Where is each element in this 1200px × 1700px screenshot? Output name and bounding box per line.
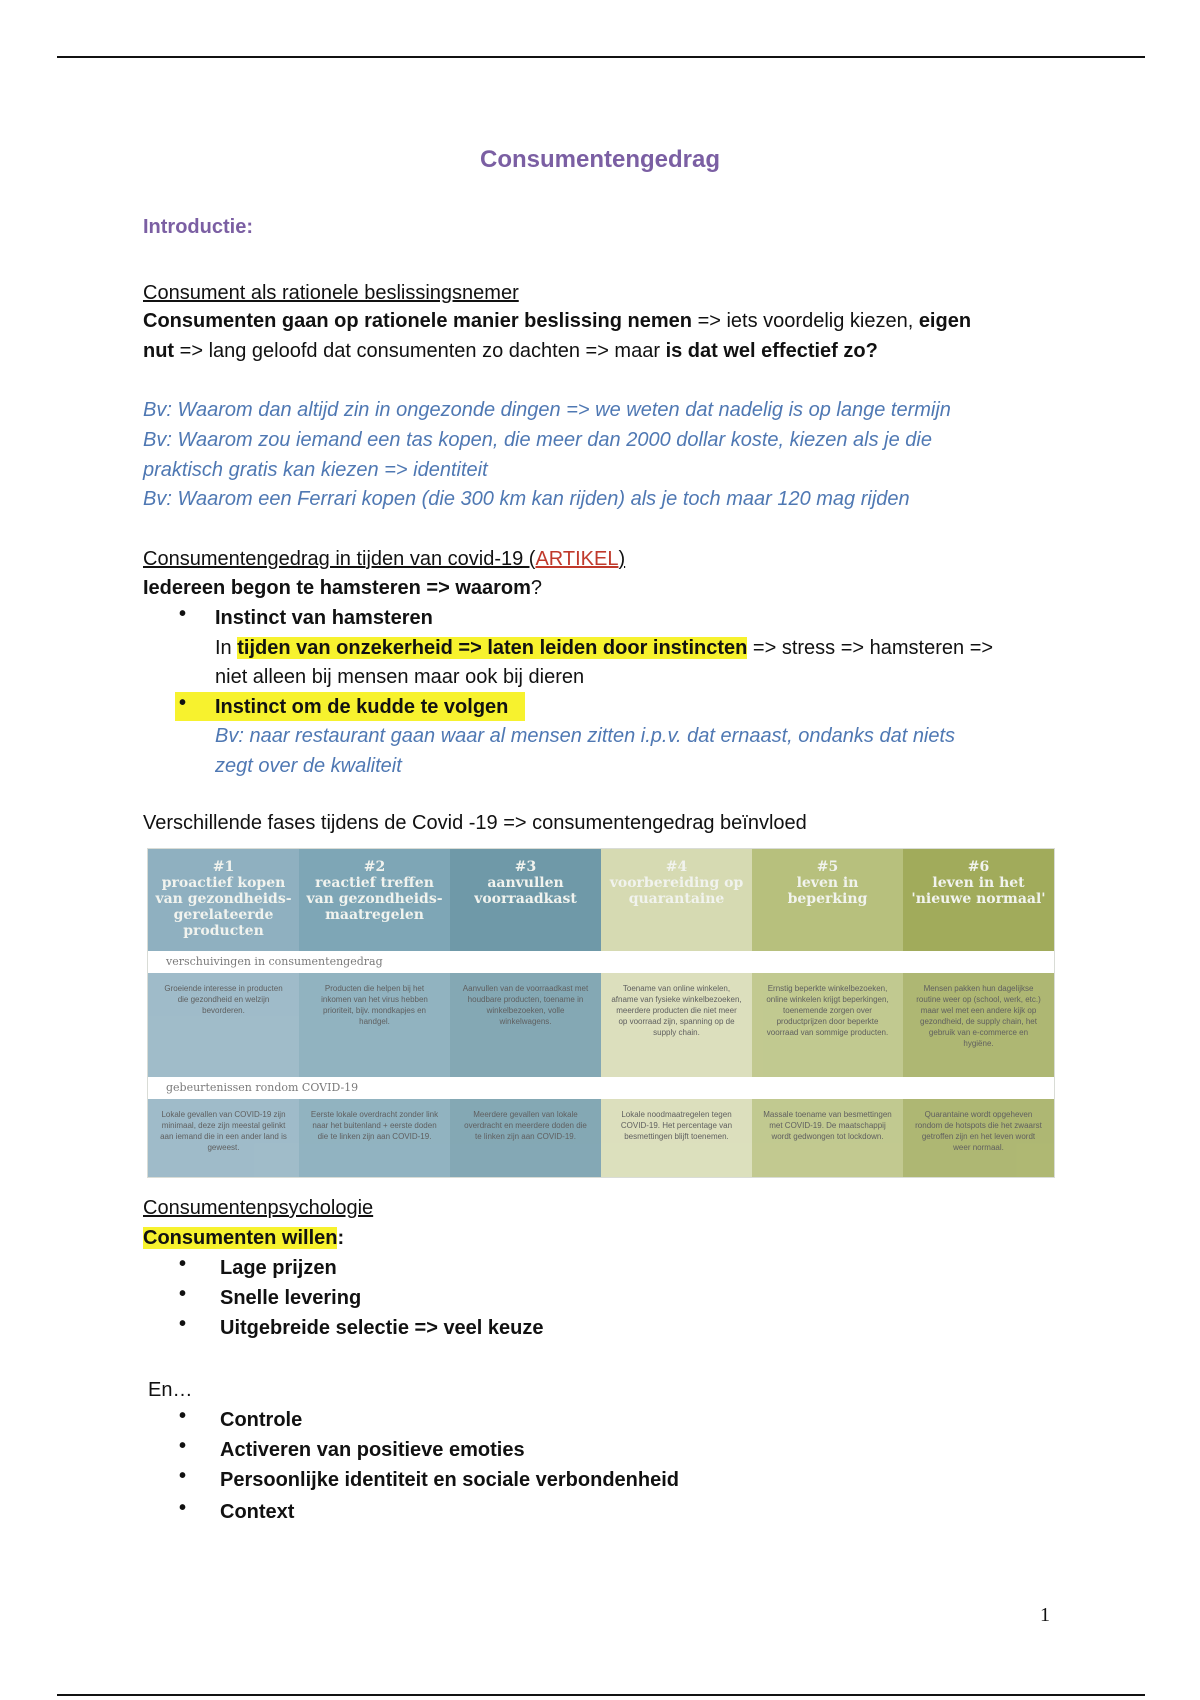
bullet-dot-want-3: • bbox=[179, 1313, 187, 1335]
p2-bold2: is dat wel effectief zo? bbox=[665, 340, 878, 362]
shift-cell-6: Mensen pakken hun dagelijkse routine weer op (school, werk, etc.) maar wel met een andere kijk op gezondheid, de supply chain, het gebruik van e-commerce en hygiëne. bbox=[903, 973, 1054, 1077]
bullet2-example-line1: Bv: naar restaurant gaan waar al mensen zitten i.p.v. dat ernaast, ondanks dat niets bbox=[215, 725, 956, 747]
event-cell-6: Quarantaine wordt opgeheven rondom de hotspots die het zwaarst getroffen zijn en het leven wordt weer normaal. bbox=[903, 1099, 1054, 1177]
section2-question bbox=[143, 573, 542, 603]
b1-start: In bbox=[215, 637, 238, 659]
question-end: ? bbox=[530, 577, 543, 599]
bullet-instinct-kudde: Instinct om de kudde te volgen bbox=[215, 696, 509, 718]
b1-highlight: tijden van onzekerheid => laten leiden door instincten bbox=[237, 637, 748, 659]
section1-paragraph-line1 bbox=[143, 306, 971, 336]
covid-phases-table bbox=[147, 848, 1055, 1178]
section1-heading: Consument als rationele beslissingsnemer bbox=[143, 282, 519, 304]
shift-cell-1: Groeiende interesse in producten die gezondheid en welzijn bevorderen. bbox=[148, 973, 299, 1077]
event-cell-5: Massale toename van besmettingen met COVID-19. De maatschappij wordt gedwongen tot lockdown. bbox=[752, 1099, 903, 1177]
bullet-dot-more-4: • bbox=[179, 1497, 187, 1519]
artikel-link[interactable]: ARTIKEL bbox=[535, 548, 619, 570]
p2-rest: => lang geloofd dat consumenten zo dachten => maar bbox=[174, 340, 666, 362]
phases-header-row bbox=[148, 849, 1054, 951]
shift-cell-3: Aanvullen van de voorraadkast met houdbare producten, toename in winkelbezoeken, volle winkelwagens. bbox=[450, 973, 601, 1077]
page-number: 1 bbox=[1040, 1604, 1050, 1626]
bullet-dot-1: • bbox=[179, 603, 187, 625]
example-line-4: Bv: Waarom een Ferrari kopen (die 300 km kan rijden) als je toch maar 120 mag rijden bbox=[143, 488, 910, 510]
section2-heading-text: Consumentengedrag in tijden van covid-19 ( bbox=[143, 548, 536, 570]
phases-shifts-row bbox=[148, 973, 1054, 1077]
bullet-dot-more-1: • bbox=[179, 1405, 187, 1427]
event-cell-4: Lokale noodmaatregelen tegen COVID-19. Het percentage van besmettingen blijft toenemen. bbox=[601, 1099, 752, 1177]
header-rule bbox=[57, 56, 1145, 58]
more-item-3: Persoonlijke identiteit en sociale verbondenheid bbox=[220, 1469, 680, 1491]
section2-heading bbox=[143, 544, 625, 574]
bullet-dot-want-1: • bbox=[179, 1253, 187, 1275]
example-line-1: Bv: Waarom dan altijd zin in ongezonde dingen => we weten dat nadelig is op lange termijn bbox=[143, 399, 951, 421]
phase-head-2: #2 reactief treffen van gezondheids- maatregelen bbox=[299, 849, 450, 951]
section2-heading-end: ) bbox=[618, 548, 626, 570]
bullet1-line1 bbox=[215, 633, 993, 663]
bullet-dot-want-2: • bbox=[179, 1283, 187, 1305]
example-line-3: praktisch gratis kan kiezen => identiteit bbox=[143, 459, 488, 481]
want-item-1: Lage prijzen bbox=[220, 1257, 337, 1279]
b1-end: => stress => hamsteren => bbox=[747, 637, 994, 659]
bullet-dot-more-3: • bbox=[179, 1465, 187, 1487]
phases-caption: Verschillende fases tijdens de Covid -19 => consumentengedrag beïnvloed bbox=[143, 812, 807, 834]
want-item-2: Snelle levering bbox=[220, 1287, 362, 1309]
document-title: Consumentengedrag bbox=[479, 146, 721, 173]
phase-head-3: #3 aanvullen voorraadkast bbox=[450, 849, 601, 951]
want-item-3: Uitgebreide selectie => veel keuze bbox=[220, 1317, 544, 1339]
event-cell-3: Meerdere gevallen van lokale overdracht en meerdere doden die te linken zijn aan COVID-19. bbox=[450, 1099, 601, 1177]
footer-rule bbox=[57, 1694, 1145, 1696]
phase-head-5: #5 leven in beperking bbox=[752, 849, 903, 951]
p1-bold: Consumenten gaan op rationele manier beslissing nemen bbox=[143, 310, 693, 332]
bullet-instinct-hamsteren: Instinct van hamsteren bbox=[215, 607, 433, 629]
phase-head-1: #1 proactief kopen van gezondheids- gerelateerde producten bbox=[148, 849, 299, 951]
more-item-2: Activeren van positieve emoties bbox=[220, 1439, 525, 1461]
more-item-4: Context bbox=[220, 1501, 295, 1523]
bullet2-example-line2: zegt over de kwaliteit bbox=[215, 755, 402, 777]
p1-rest: => iets voordelig kiezen, bbox=[692, 310, 919, 332]
section3-lead bbox=[143, 1223, 344, 1253]
shift-cell-5: Ernstig beperkte winkelbezoeken, online winkelen krijgt beperkingen, toenemende zorgen over productprijzen door beperkte voorraad van sommige producten. bbox=[752, 973, 903, 1077]
shift-cell-2: Producten die helpen bij het inkomen van het virus hebben prioriteit, bijv. mondkapjes en handgel. bbox=[299, 973, 450, 1077]
bullet1-line2: niet alleen bij mensen maar ook bij dieren bbox=[215, 666, 585, 688]
example-line-2: Bv: Waarom zou iemand een tas kopen, die meer dan 2000 dollar koste, kiezen als je die bbox=[143, 429, 932, 451]
section3-heading: Consumentenpsychologie bbox=[143, 1197, 374, 1219]
event-cell-1: Lokale gevallen van COVID-19 zijn minimaal, deze zijn meestal gelinkt aan iemand die in een ander land is geweest. bbox=[148, 1099, 299, 1177]
band-shifts-label: verschuivingen in consumentengedrag bbox=[148, 951, 1054, 973]
section1-paragraph-line2 bbox=[143, 336, 878, 366]
and-label: En… bbox=[148, 1379, 193, 1401]
phase-head-6: #6 leven in het 'nieuwe normaal' bbox=[903, 849, 1054, 951]
event-cell-2: Eerste lokale overdracht zonder link naar het buitenland + eerste doden die te linken zijn aan COVID-19. bbox=[299, 1099, 450, 1177]
more-item-1: Controle bbox=[220, 1409, 303, 1431]
shift-cell-4: Toename van online winkelen, afname van fysieke winkelbezoeken, meerdere producten die niet meer op voorraad zijn, spanning op de supply chain. bbox=[601, 973, 752, 1077]
bullet-dot-2: • bbox=[179, 692, 187, 714]
p1-bold2: eigen bbox=[918, 310, 972, 332]
intro-heading: Introductie: bbox=[143, 216, 253, 238]
phases-events-row bbox=[148, 1099, 1054, 1177]
bullet-dot-more-2: • bbox=[179, 1435, 187, 1457]
band-events-label: gebeurtenissen rondom COVID-19 bbox=[148, 1077, 1054, 1099]
p2-bold: nut bbox=[143, 340, 175, 362]
lead-highlight: Consumenten willen bbox=[143, 1227, 338, 1249]
phase-head-4: #4 voorbereiding op quarantaine bbox=[601, 849, 752, 951]
question-bold: Iedereen begon te hamsteren => waarom bbox=[143, 577, 531, 599]
lead-colon: : bbox=[337, 1227, 345, 1249]
